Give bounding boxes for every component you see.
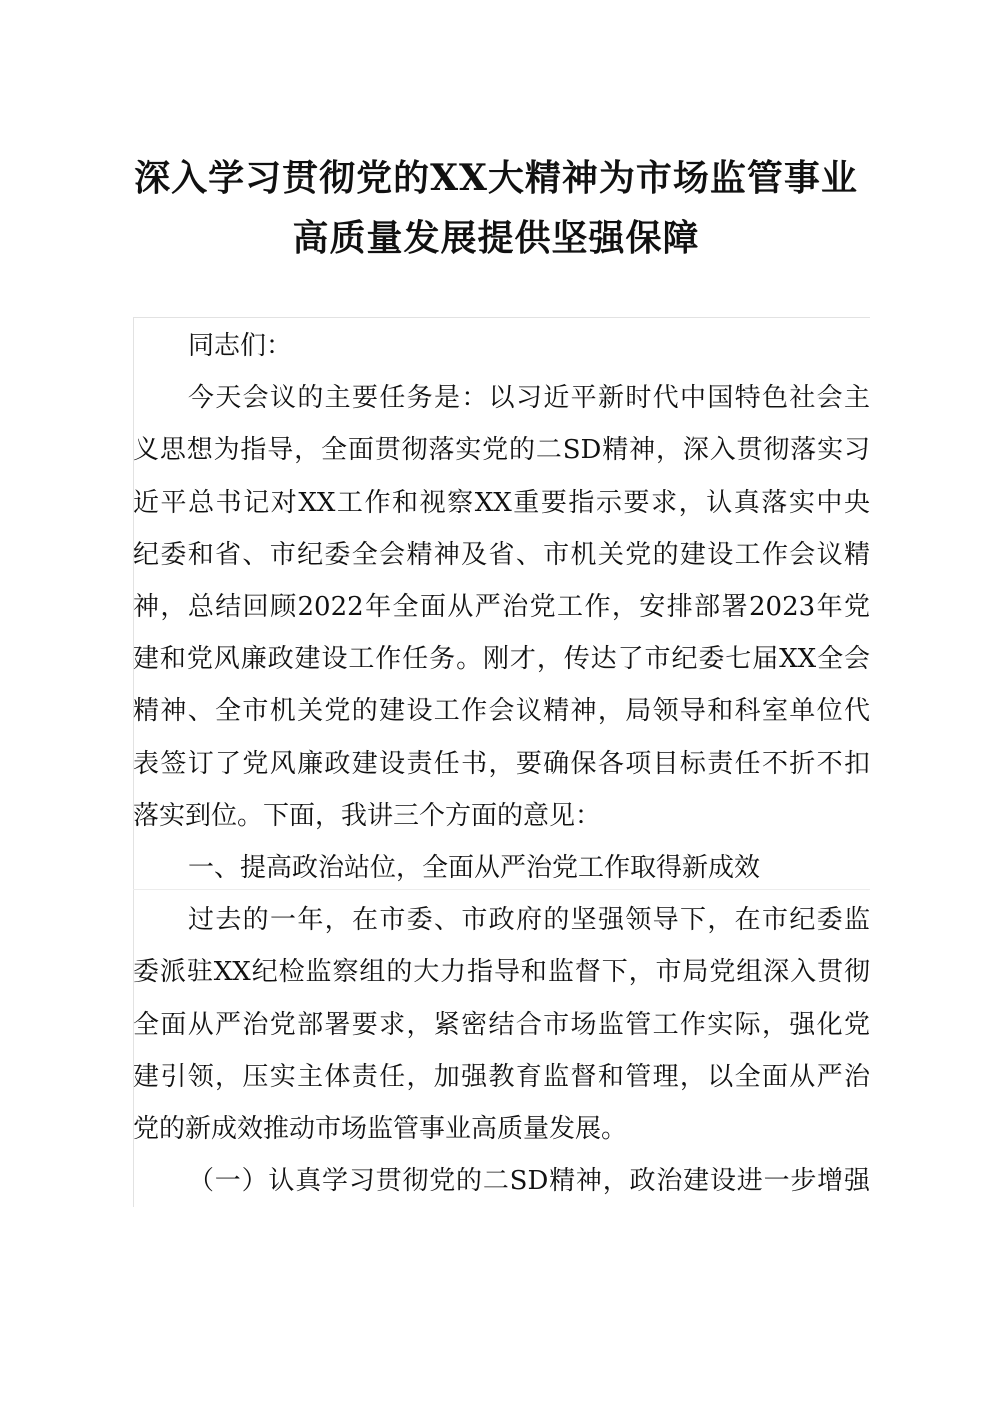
paragraph-line: 建引领，压实主体责任，加强教育监督和管理，以全面从严治 bbox=[133, 1062, 870, 1092]
paragraph-line: 落实到位。下面，我讲三个方面的意见： bbox=[133, 801, 602, 831]
paragraph-line: 同志们： bbox=[188, 331, 293, 361]
title-line-1: 深入学习贯彻党的XX大精神为市场监管事业 bbox=[134, 157, 858, 199]
paragraph-line: 纪委和省、市纪委全会精神及省、市机关党的建设工作会议精 bbox=[133, 540, 870, 570]
paragraph-line: 神，总结回顾2022年全面从严治党工作，安排部署2023年党 bbox=[133, 592, 870, 622]
paragraph-line: 全面从严治党部署要求，紧密结合市场监管工作实际，强化党 bbox=[133, 1010, 870, 1040]
document-body bbox=[133, 317, 870, 1207]
title-line-2: 高质量发展提供坚强保障 bbox=[292, 217, 700, 259]
paragraph-line: 建和党风廉政建设工作任务。刚才，传达了市纪委七届XX全会 bbox=[133, 644, 870, 674]
document-title bbox=[0, 148, 992, 268]
paragraph-line: 党的新成效推动市场监管事业高质量发展。 bbox=[133, 1114, 628, 1144]
paragraph-line: 委派驻XX纪检监察组的大力指导和监督下，市局党组深入贯彻 bbox=[133, 957, 870, 987]
paragraph-line: 近平总书记对XX工作和视察XX重要指示要求，认真落实中央 bbox=[133, 488, 870, 518]
paragraph-line: 精神、全市机关党的建设工作会议精神，局领导和科室单位代 bbox=[133, 696, 870, 726]
paragraph-line: 过去的一年，在市委、市政府的坚强领导下，在市纪委监 bbox=[188, 905, 870, 935]
paragraph-line: （一）认真学习贯彻党的二SD精神，政治建设进一步增强 bbox=[188, 1166, 870, 1196]
text-frame-top-border bbox=[133, 317, 870, 318]
paragraph-line: 表签订了党风廉政建设责任书，要确保各项目标责任不折不扣 bbox=[133, 749, 870, 779]
paragraph-line: 今天会议的主要任务是：以习近平新时代中国特色社会主 bbox=[188, 383, 870, 413]
paragraph-line: 一、提高政治站位，全面从严治党工作取得新成效 bbox=[188, 853, 761, 883]
paragraph-line: 义思想为指导，全面贯彻落实党的二SD精神，深入贯彻落实习 bbox=[133, 435, 870, 465]
